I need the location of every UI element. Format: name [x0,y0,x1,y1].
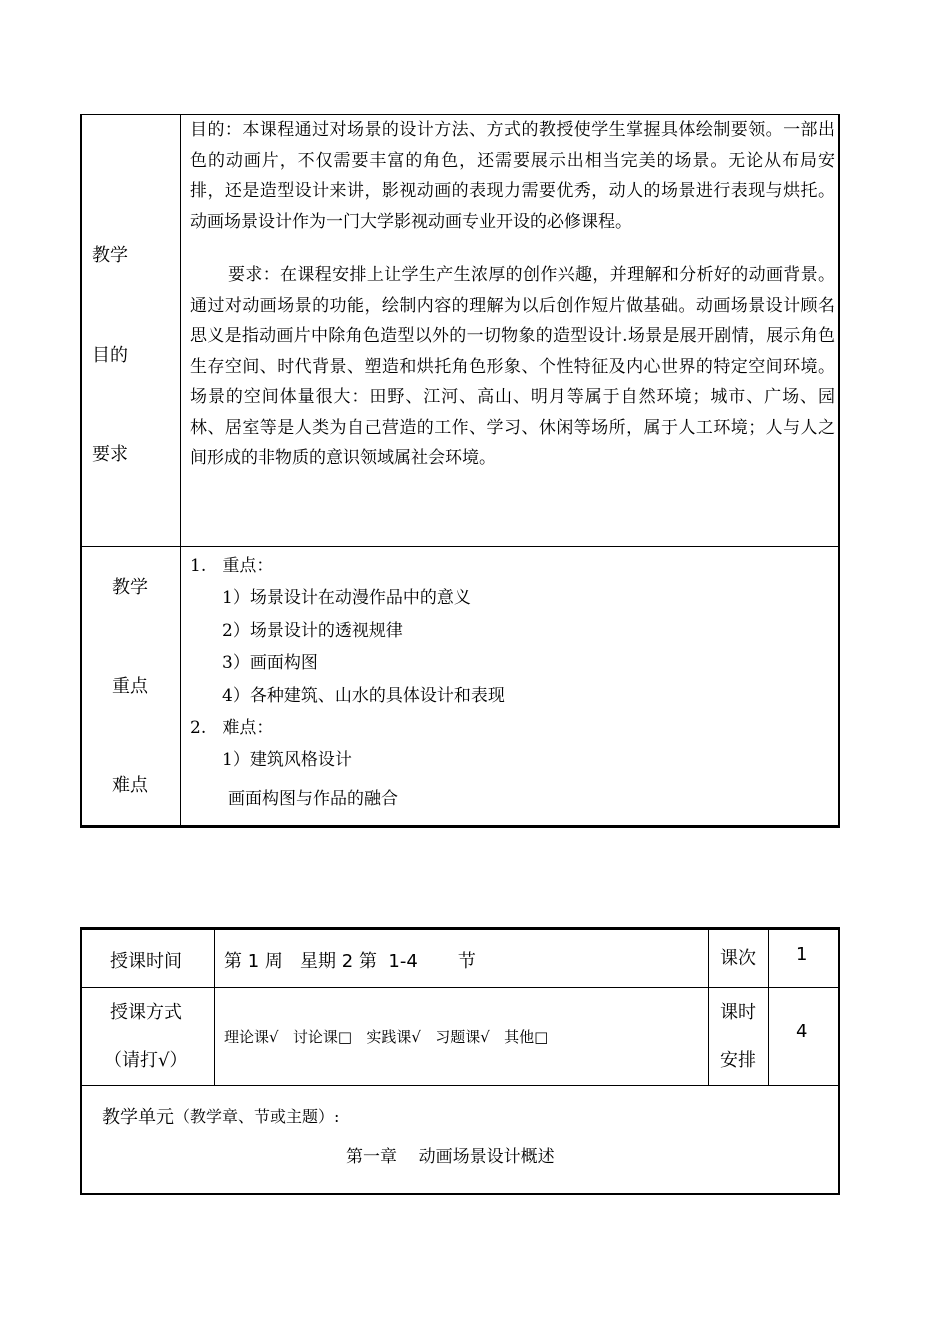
class-hours-value: 4 [796,1021,808,1042]
class-hours-label-line-1: 课时 [720,1002,756,1023]
lesson-count-label: 课次 [720,948,756,969]
keypoints-label-line-3: 难点 [112,775,148,796]
teaching-unit-title: 第一章 动画场景设计概述 [346,1147,555,1167]
class-hours-label-line-2: 安排 [720,1050,756,1071]
teaching-unit-hint: （教学章、节或主题）: [174,1107,340,1126]
lesson-count-value: 1 [796,944,808,965]
key-points-heading: 1. 重点： [190,556,274,576]
objectives-keypoints-table [80,114,840,828]
column-divider [768,930,769,1085]
keypoints-label-line-1: 教学 [112,577,148,598]
row-divider [82,1085,838,1086]
teaching-method-hint: （请打√） [104,1050,188,1071]
class-time-label: 授课时间 [110,951,182,972]
difficult-points-heading: 2. 难点： [190,718,274,738]
teaching-method-label: 授课方式 [110,1002,182,1023]
key-point-item: 1）场景设计在动漫作品中的意义 [222,588,471,608]
column-divider [180,115,181,825]
teaching-method-options: 理论课√ 讨论课□ 实践课√ 习题课√ 其他□ [224,1028,549,1046]
key-point-item: 2）场景设计的透视规律 [222,621,403,641]
row-divider [82,546,838,547]
objectives-label-line-1: 教学 [92,245,128,266]
difficult-point-item: 画面构图与作品的融合 [228,789,398,809]
keypoints-label-line-2: 重点 [112,676,148,697]
key-point-item: 4）各种建筑、山水的具体设计和表现 [222,686,505,706]
objectives-label-line-2: 目的 [92,345,128,366]
schedule-table [80,927,840,1195]
difficult-point-item: 1）建筑风格设计 [222,750,352,770]
purpose-paragraph: 目的：本课程通过对场景的设计方法、方式的教授使学生掌握具体绘制要领。一部出色的动画片，不仅需要丰富的角色，还需要展示出相当完美的场景。无论从布局安排，还是造型设计来讲，影视动画的表现力需要优秀，动人的场景进行表现与烘托。动画场景设计作为一门大学影视动画专业开设的必修课程。 [190,120,835,232]
column-divider [214,930,215,1085]
objectives-label-line-3: 要求 [92,444,128,465]
teaching-unit-label: 教学单元 [102,1107,174,1128]
row-divider [82,987,838,988]
column-divider [708,930,709,1085]
key-point-item: 3）画面构图 [222,653,318,673]
class-time-value: 第 1 周 星期 2 第 1-4 节 [224,951,476,972]
requirement-paragraph: 要求：在课程安排上让学生产生浓厚的创作兴趣，并理解和分析好的动画背景。通过对动画场景的功能，绘制内容的理解为以后创作短片做基础。动画场景设计顾名思义是指动画片中除角色造型以外的一切物象的造型设计.场景是展开剧情，展示角色生存空间、时代背景、塑造和烘托角色形象、个性特征及内心世界的特定空间环境。场景的空间体量很大：田野、江河、高山、明月等属于自然环境；城市、广场、园林、居室等是人类为自己营造的工作、学习、休闲等场所，属于人工环境；人与人之间形成的非物质的意识领域属社会环境。 [190,265,835,468]
